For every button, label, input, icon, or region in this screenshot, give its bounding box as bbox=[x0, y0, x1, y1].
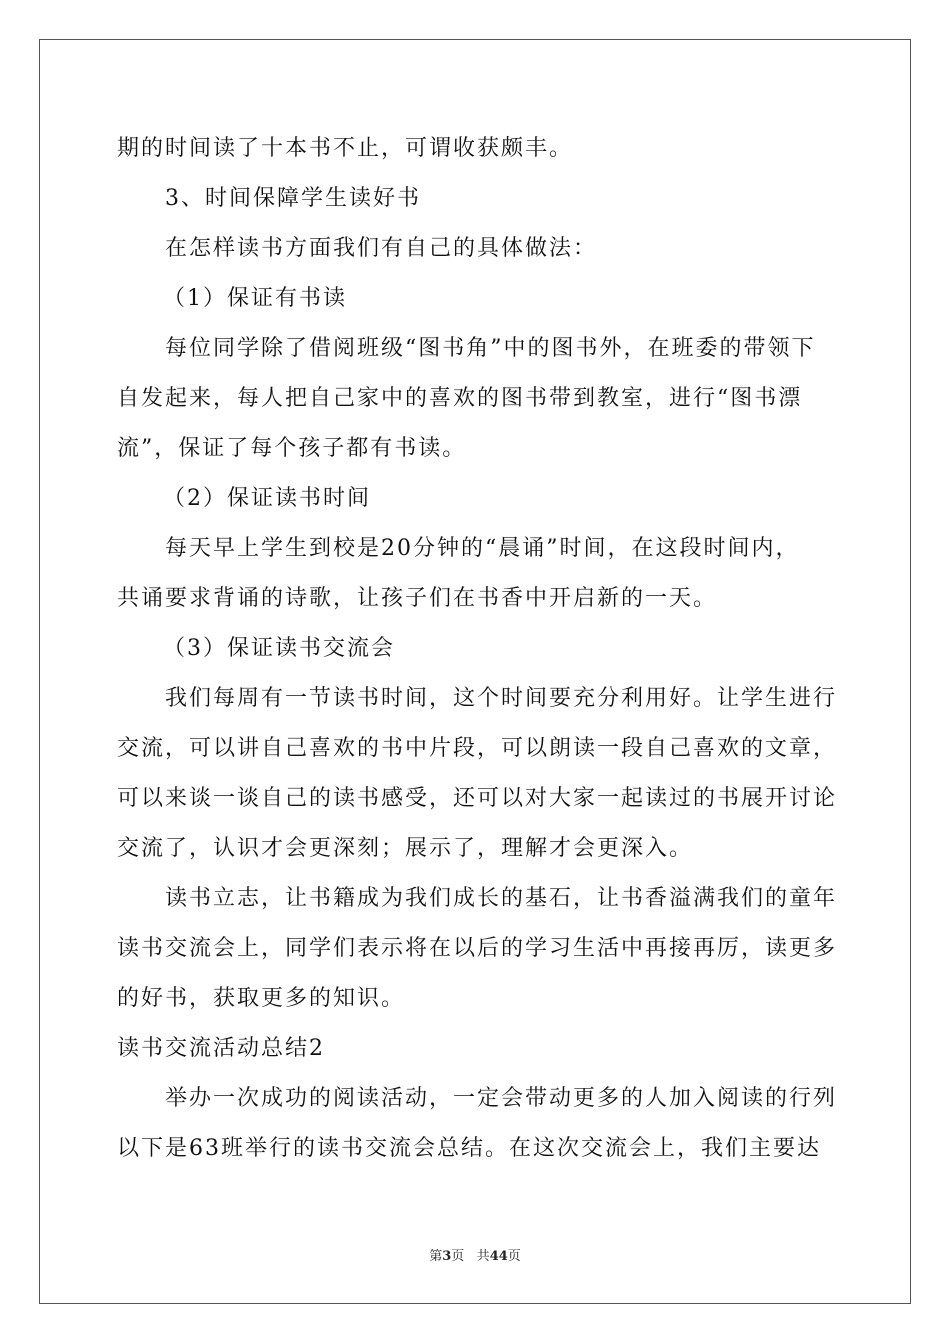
subheading: （1）保证有书读 bbox=[163, 286, 347, 311]
text-line: 流”，保证了每个孩子都有书读。 bbox=[117, 436, 467, 461]
subheading: （3）保证读书交流会 bbox=[163, 636, 395, 661]
text-line: 我们每周有一节读书时间，这个时间要充分利用好。让学生进行 bbox=[165, 686, 838, 711]
total-page-count: 44 bbox=[489, 1249, 508, 1264]
text-line: 在怎样读书方面我们有自己的具体做法： bbox=[165, 236, 598, 261]
footer-prefix: 第 bbox=[429, 1249, 443, 1264]
footer-page-suffix: 页 bbox=[451, 1249, 465, 1264]
page-border bbox=[39, 39, 911, 1304]
text-line: 每天早上学生到校是20分钟的“晨诵”时间，在这段时间内， bbox=[165, 536, 800, 561]
text-line: 以下是63班举行的读书交流会总结。在这次交流会上，我们主要达 bbox=[117, 1136, 821, 1161]
footer-total-prefix: 共 bbox=[476, 1249, 490, 1264]
text-line: 读书立志，让书籍成为我们成长的基石，让书香溢满我们的童年 bbox=[165, 886, 838, 911]
subheading: （2）保证读书时间 bbox=[163, 486, 371, 511]
text-line: 共诵要求背诵的诗歌，让孩子们在书香中开启新的一天。 bbox=[117, 586, 718, 611]
text-line: 期的时间读了十本书不止，可谓收获颇丰。 bbox=[117, 136, 574, 161]
text-line: 交流了，认识才会更深刻；展示了，理解才会更深入。 bbox=[117, 836, 694, 861]
text-line: 可以来谈一谈自己的读书感受，还可以对大家一起读过的书展开讨论 bbox=[117, 786, 838, 811]
text-line: 交流，可以讲自己喜欢的书中片段，可以朗读一段自己喜欢的文章， bbox=[117, 736, 838, 761]
section-heading: 3、时间保障学生读好书 bbox=[165, 186, 421, 211]
text-line: 举办一次成功的阅读活动，一定会带动更多的人加入阅读的行列 bbox=[165, 1086, 838, 1111]
text-line: 的好书，获取更多的知识。 bbox=[117, 986, 406, 1011]
footer-total-suffix: 页 bbox=[507, 1249, 521, 1264]
current-page-number: 3 bbox=[442, 1249, 452, 1264]
text-line: 自发起来，每人把自己家中的喜欢的图书带到教室，进行“图书漂 bbox=[117, 386, 803, 411]
article-title: 读书交流活动总结2 bbox=[117, 1036, 325, 1061]
page-footer bbox=[0, 1245, 950, 1264]
text-line: 每位同学除了借阅班级“图书角”中的图书外，在班委的带领下 bbox=[165, 336, 816, 361]
text-line: 读书交流会上，同学们表示将在以后的学习生活中再接再厉，读更多 bbox=[117, 936, 838, 961]
